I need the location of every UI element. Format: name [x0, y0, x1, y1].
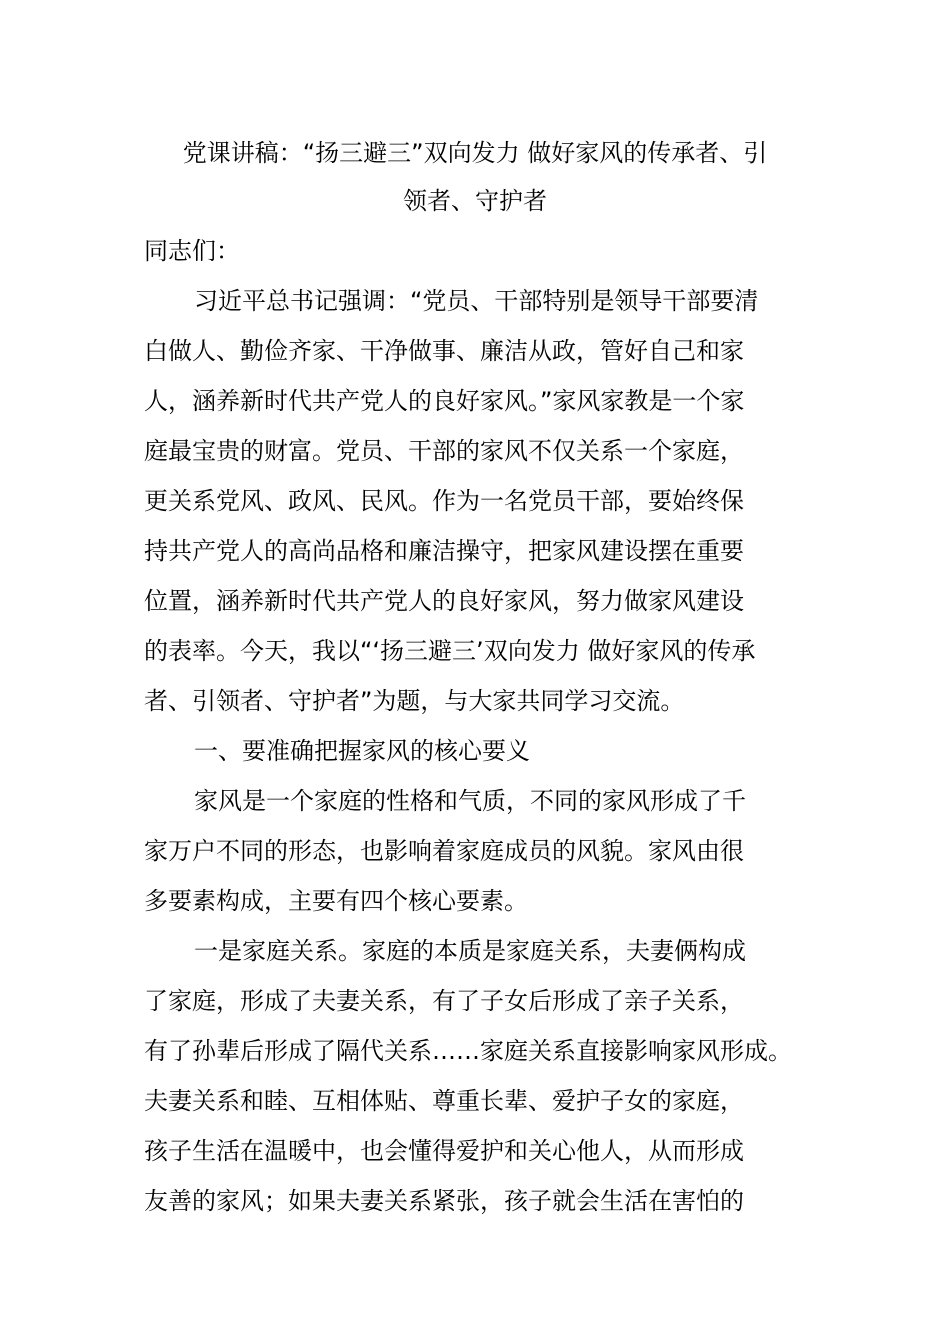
paragraph-line: 有了孙辈后形成了隔代关系……家庭关系直接影响家风形成。	[144, 1037, 792, 1065]
paragraph-line: 人，涵养新时代共产党人的良好家风。”家风家教是一个家	[144, 387, 745, 415]
paragraph-line: 家风是一个家庭的性格和气质，不同的家风形成了千	[194, 787, 746, 815]
salutation: 同志们：	[144, 237, 240, 265]
paragraph-line: 者、引领者、守护者”为题，与大家共同学习交流。	[144, 687, 685, 715]
section-heading: 一、要准确把握家风的核心要义	[194, 737, 530, 765]
paragraph-line: 习近平总书记强调：“党员、干部特别是领导干部要清	[194, 287, 759, 315]
paragraph-line: 了家庭，形成了夫妻关系，有了子女后形成了亲子关系，	[144, 987, 744, 1015]
paragraph-line: 孩子生活在温暖中，也会懂得爱护和关心他人，从而形成	[144, 1137, 744, 1165]
paragraph-line: 友善的家风；如果夫妻关系紧张，孩子就会生活在害怕的	[144, 1187, 744, 1215]
paragraph-line: 更关系党风、政风、民风。作为一名党员干部，要始终保	[144, 487, 744, 515]
paragraph-line: 位置，涵养新时代共产党人的良好家风，努力做家风建设	[144, 587, 744, 615]
paragraph-line: 持共产党人的高尚品格和廉洁操守，把家风建设摆在重要	[144, 537, 744, 565]
paragraph-line: 白做人、勤俭齐家、干净做事、廉洁从政，管好自己和家	[144, 337, 744, 365]
paragraph-line: 多要素构成，主要有四个核心要素。	[144, 887, 528, 915]
document-title-line-2: 领者、守护者	[403, 187, 547, 215]
paragraph-line: 家万户不同的形态，也影响着家庭成员的风貌。家风由很	[144, 837, 744, 865]
paragraph-line: 庭最宝贵的财富。党员、干部的家风不仅关系一个家庭，	[144, 437, 744, 465]
paragraph-line: 的表率。今天，我以“‘扬三避三’双向发力 做好家风的传承	[144, 637, 756, 665]
paragraph-line: 一是家庭关系。家庭的本质是家庭关系，夫妻俩构成	[194, 937, 746, 965]
paragraph-line: 夫妻关系和睦、互相体贴、尊重长辈、爱护子女的家庭，	[144, 1087, 744, 1115]
document-title-line-1: 党课讲稿：“扬三避三”双向发力 做好家风的传承者、引	[182, 139, 768, 167]
